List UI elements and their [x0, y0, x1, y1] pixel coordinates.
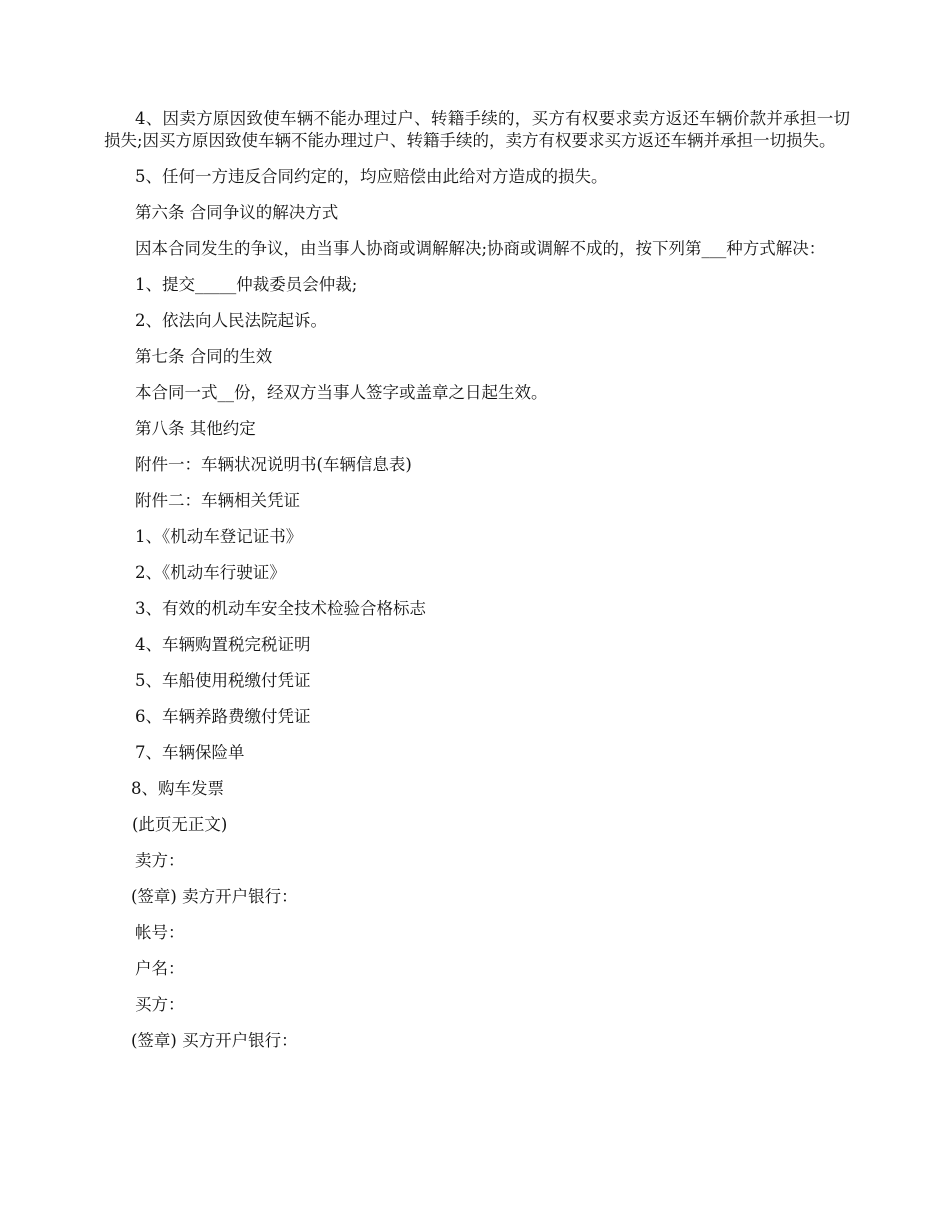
document-list-item: 2、《机动车行驶证》	[135, 563, 286, 582]
article-6-title: 第六条 合同争议的解决方式	[135, 203, 339, 222]
seller-label: 卖方：	[135, 851, 185, 870]
document-list-item: 1、《机动车登记证书》	[135, 527, 303, 546]
document-list-item: 6、车辆养路费缴付凭证	[135, 707, 311, 726]
document-list-item: 8、购车发票	[131, 779, 224, 798]
article-7-title: 第七条 合同的生效	[135, 347, 273, 366]
clause-4: 4、因卖方原因致使车辆不能办理过户、转籍手续的，买方有权要求卖方返还车辆价款并承担一切损失;因买方原因致使车辆不能办理过户、转籍手续的，卖方有权要求买方返还车辆并承担一切损失。	[104, 109, 850, 150]
buyer-label: 买方：	[135, 995, 185, 1014]
article-6-body: 因本合同发生的争议，由当事人协商或调解解决;协商或调解不成的，按下列第___种方式解决：	[135, 239, 826, 258]
seller-bank-label: (签章) 卖方开户银行：	[131, 887, 298, 906]
document-list-item: 7、车辆保险单	[135, 743, 245, 762]
document-list-item: 5、车船使用税缴付凭证	[135, 671, 311, 690]
document-list-item: 4、车辆购置税完税证明	[135, 635, 311, 654]
article-7-body: 本合同一式__份，经双方当事人签字或盖章之日起生效。	[135, 383, 548, 402]
attachment-1: 附件一：车辆状况说明书(车辆信息表)	[135, 455, 412, 474]
document-list-item: 3、有效的机动车安全技术检验合格标志	[135, 599, 426, 618]
article-6-option-2: 2、依法向人民法院起诉。	[135, 311, 327, 330]
account-number-label: 帐号：	[135, 923, 185, 942]
no-text-note: (此页无正文)	[132, 815, 228, 834]
account-name-label: 户名：	[135, 959, 185, 978]
buyer-bank-label: (签章) 买方开户银行：	[131, 1031, 298, 1050]
attachment-2: 附件二：车辆相关凭证	[135, 491, 300, 510]
article-6-option-1: 1、提交_____仲裁委员会仲裁;	[135, 275, 358, 294]
article-8-title: 第八条 其他约定	[135, 419, 256, 438]
document-content	[0, 108, 950, 1066]
clause-5: 5、任何一方违反合同约定的，均应赔偿由此给对方造成的损失。	[135, 167, 608, 186]
